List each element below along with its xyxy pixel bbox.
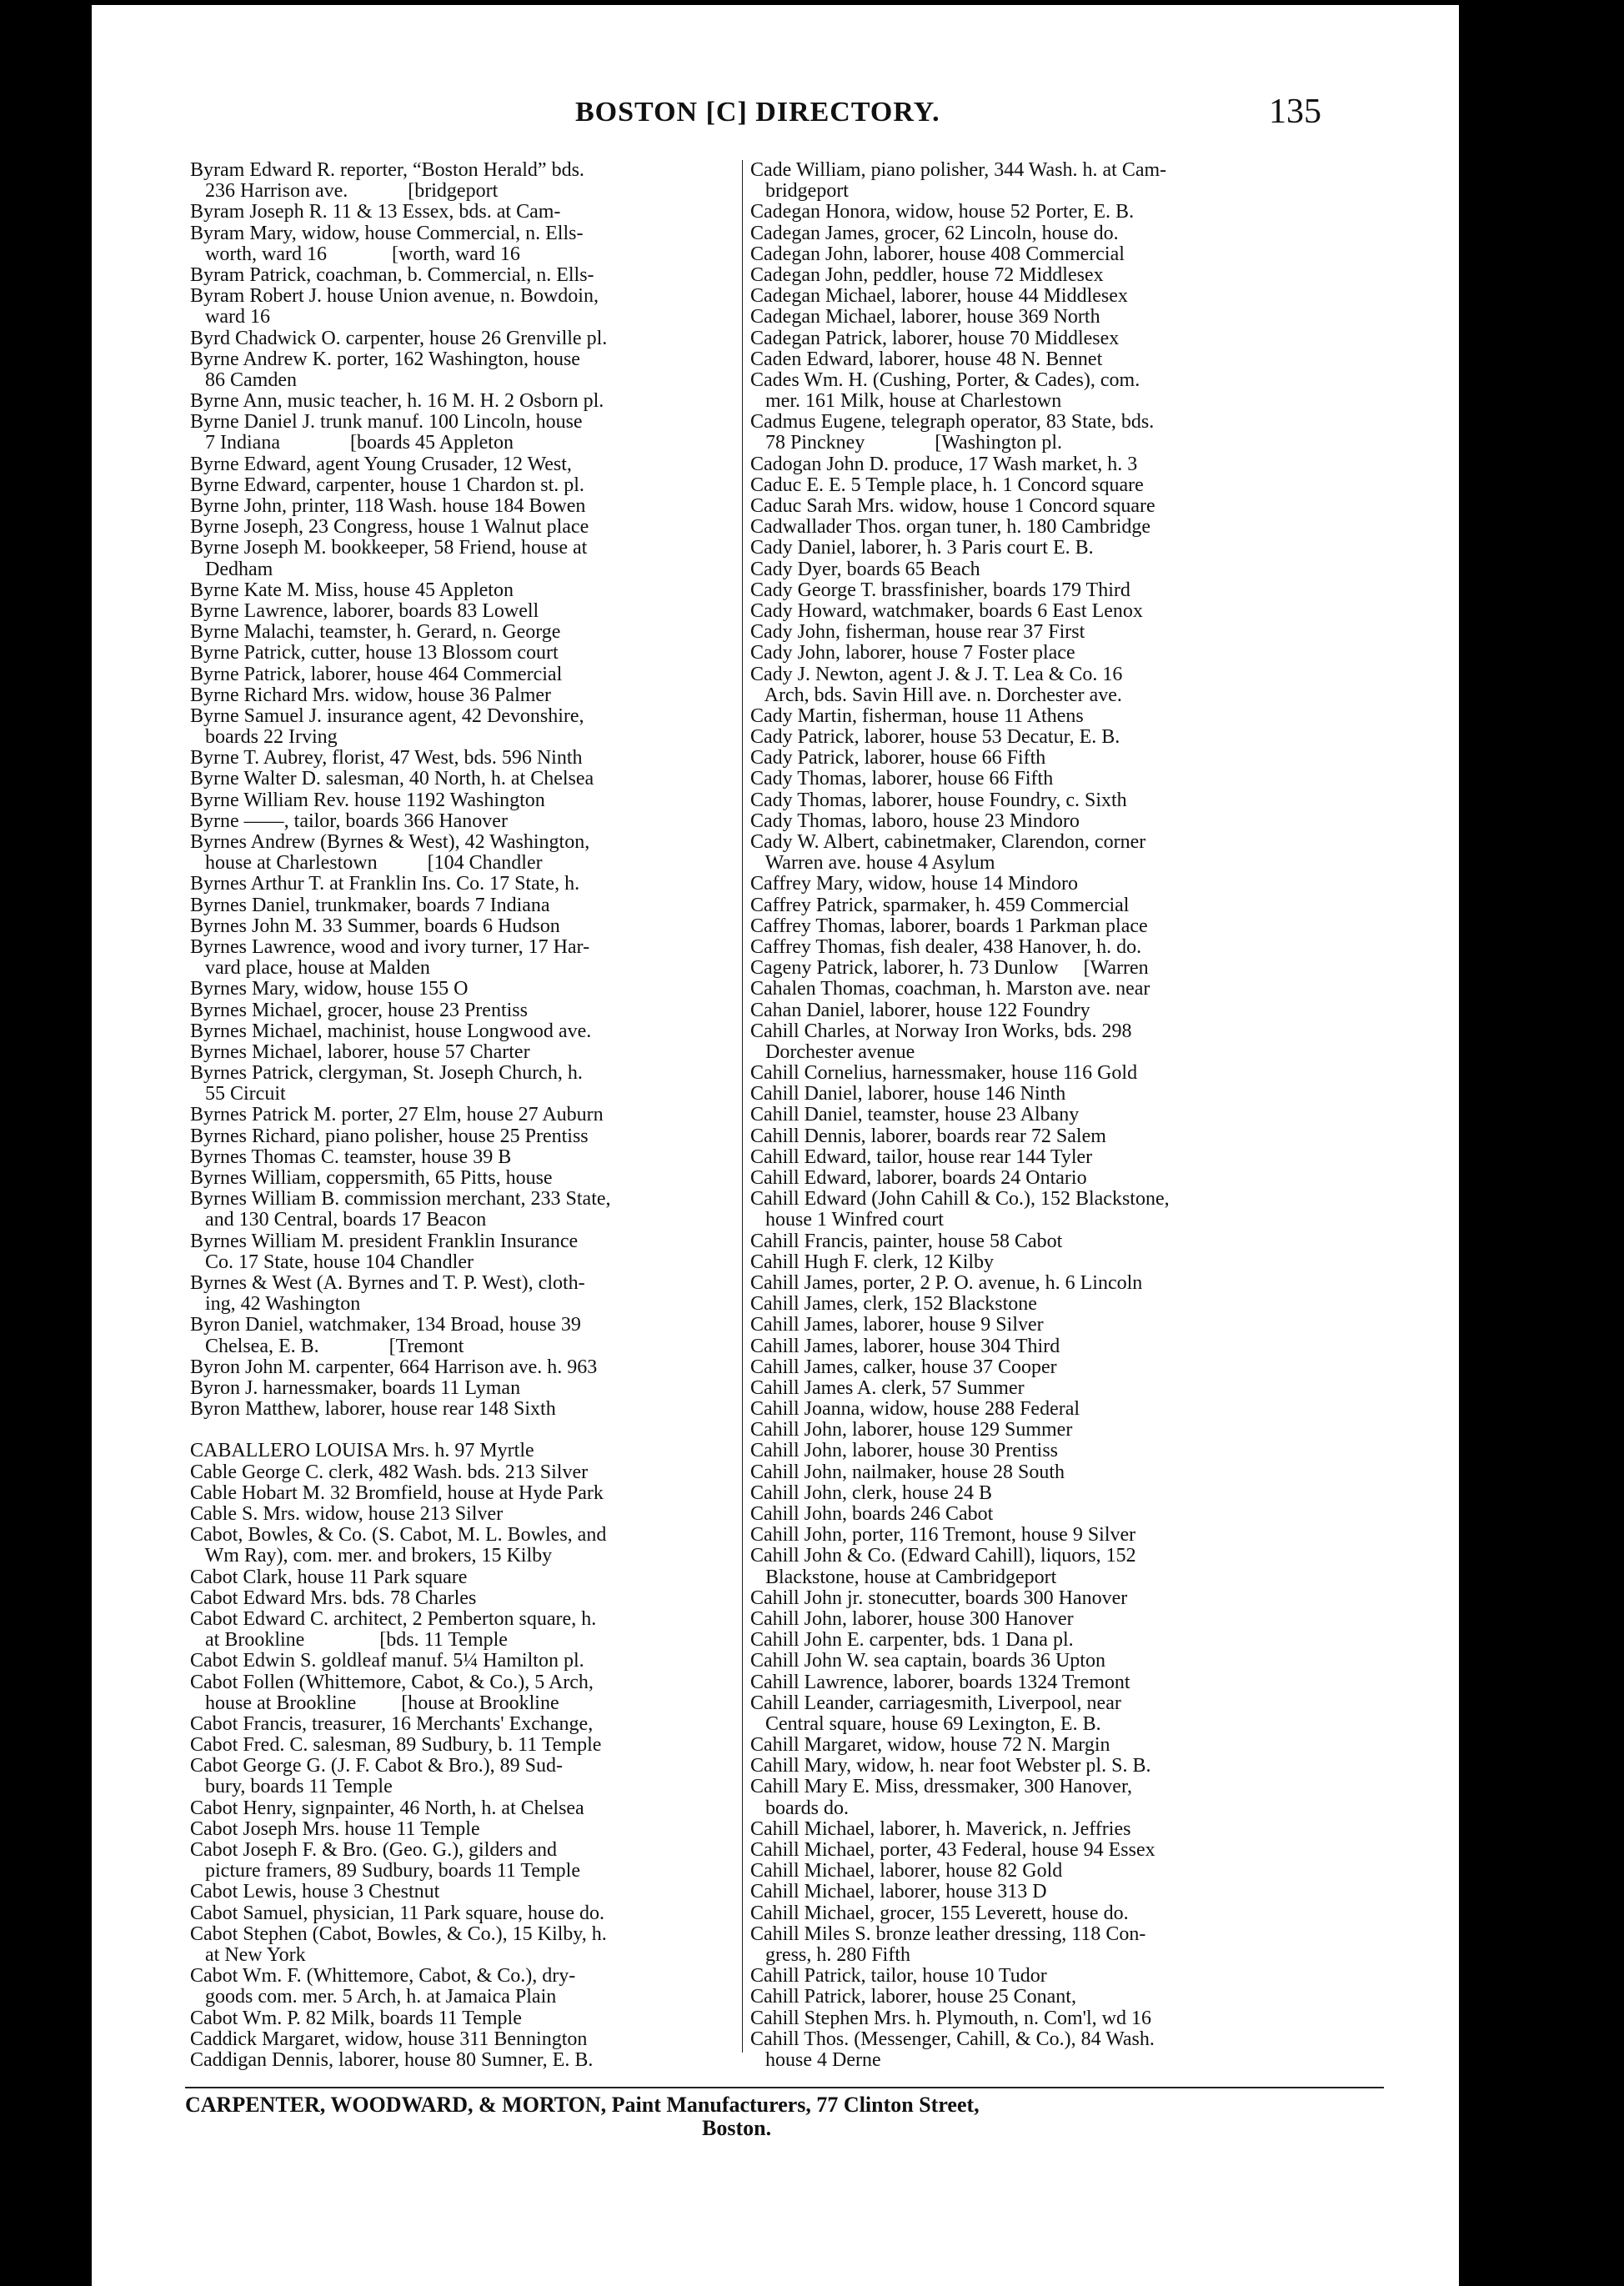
directory-entry-line: Chelsea, E. B. [Tremont xyxy=(190,1335,464,1357)
directory-entry-line: 236 Harrison ave. [bridgeport xyxy=(190,180,499,203)
footer-rule xyxy=(185,2087,1384,2088)
directory-entry-line: Byrnes Michael, machinist, house Longwood ave. xyxy=(190,1020,592,1042)
directory-entry-line: Byrnes Andrew (Byrnes & West), 42 Washington, xyxy=(190,831,590,853)
directory-entry-line: Cahill Margaret, widow, house 72 N. Margin xyxy=(750,1734,1110,1757)
directory-entry-line: Byrnes Michael, grocer, house 23 Prentiss xyxy=(190,999,528,1021)
directory-entry-line xyxy=(190,1420,765,1441)
directory-entry-line: Cahill Michael, laborer, house 313 D xyxy=(750,1881,1047,1903)
column-divider xyxy=(742,160,743,2053)
directory-entry-line: Cadwallader Thos. organ tuner, h. 180 Cambridge xyxy=(750,516,1151,539)
directory-entry-line: Byram Patrick, coachman, b. Commercial, n. Ells- xyxy=(190,263,594,286)
directory-entry-line: Byrne Lawrence, laborer, boards 83 Lowell xyxy=(190,599,539,622)
directory-entry-line: worth, ward 16 [worth, ward 16 xyxy=(190,243,520,265)
directory-entry-line: goods com. mer. 5 Arch, h. at Jamaica Plain xyxy=(190,1986,557,2008)
directory-entry-line: Cadegan Michael, laborer, house 369 North xyxy=(750,306,1100,328)
directory-entry-line: Byrnes Lawrence, wood and ivory turner, 17 Har- xyxy=(190,935,590,958)
directory-entry-line: Caddigan Dennis, laborer, house 80 Sumner, E. B. xyxy=(190,2048,594,2071)
directory-entry-line: Byron Daniel, watchmaker, 134 Broad, house 39 xyxy=(190,1314,581,1336)
directory-entry-line: Cadmus Eugene, telegraph operator, 83 State, bds. xyxy=(750,411,1155,434)
directory-entry-line: Byrne Joseph, 23 Congress, house 1 Walnut place xyxy=(190,516,589,539)
directory-entry-line: Cahill Patrick, laborer, house 25 Conant, xyxy=(750,1986,1076,2008)
directory-entry-line: Cabot Fred. C. salesman, 89 Sudbury, b. 11 Temple xyxy=(190,1734,602,1757)
directory-entry-line: Byrne Patrick, laborer, house 464 Commercial xyxy=(190,663,563,685)
directory-entry-line: Cady Howard, watchmaker, boards 6 East Lenox xyxy=(750,599,1143,622)
directory-entry-line: Cable S. Mrs. widow, house 213 Silver xyxy=(190,1503,504,1525)
directory-entry-line: Cahill James A. clerk, 57 Summer xyxy=(750,1376,1025,1399)
directory-entry-line: house at Charlestown [104 Chandler xyxy=(190,852,543,875)
directory-entry-line: Byrnes William M. president Franklin Insurance xyxy=(190,1230,579,1252)
directory-entry-line: gress, h. 280 Fifth xyxy=(750,1943,910,1966)
directory-entry-line: Caffrey Thomas, fish dealer, 438 Hanover, h. do. xyxy=(750,935,1142,958)
directory-entry-line: Cabot Henry, signpainter, 46 North, h. at Chelsea xyxy=(190,1797,584,1819)
directory-entry-line: house 1 Winfred court xyxy=(750,1209,944,1231)
directory-entry-line: Cady Martin, fisherman, house 11 Athens xyxy=(750,704,1084,727)
directory-entry-line: Wm Ray), com. mer. and brokers, 15 Kilby xyxy=(190,1545,553,1567)
directory-entry-line: Cahill Michael, laborer, house 82 Gold xyxy=(750,1860,1063,1882)
directory-entry-line: Cahill James, laborer, house 304 Third xyxy=(750,1335,1060,1357)
directory-entry-line: Cadogan John D. produce, 17 Wash market, h. 3 xyxy=(750,453,1138,475)
directory-entry-line: Cady Thomas, laborer, house Foundry, c. Sixth xyxy=(750,789,1127,811)
directory-entry-line: Cabot Edward C. architect, 2 Pemberton square, h. xyxy=(190,1607,597,1630)
directory-entry-line: Cabot George G. (J. F. Cabot & Bro.), 89 Sud- xyxy=(190,1755,563,1777)
directory-entry-line: Cahill James, porter, 2 P. O. avenue, h. 6 Lincoln xyxy=(750,1271,1143,1294)
directory-entry-line: Caffrey Thomas, laborer, boards 1 Parkman place xyxy=(750,915,1148,937)
directory-entry-line: Cahill John & Co. (Edward Cahill), liquors, 152 xyxy=(750,1545,1136,1567)
directory-entry-line: Byron Matthew, laborer, house rear 148 Sixth xyxy=(190,1398,556,1421)
directory-entry-line: Cahill James, calker, house 37 Cooper xyxy=(750,1356,1057,1378)
right-column xyxy=(750,160,1326,2071)
directory-entry-line: Byram Joseph R. 11 & 13 Essex, bds. at Cam- xyxy=(190,201,561,223)
directory-entry-line: Cady Dyer, boards 65 Beach xyxy=(750,558,980,580)
directory-entry-line: Cabot Wm. P. 82 Milk, boards 11 Temple xyxy=(190,2007,522,2029)
directory-entry-line: Cades Wm. H. (Cushing, Porter, & Cades), com. xyxy=(750,368,1140,391)
directory-entry-line: boards do. xyxy=(750,1797,849,1819)
directory-entry-line: Cabot Samuel, physician, 11 Park square, house do. xyxy=(190,1902,605,1924)
directory-entry-line: Cady Daniel, laborer, h. 3 Paris court E. B. xyxy=(750,537,1094,559)
directory-entry-line: Cahill John, boards 246 Cabot xyxy=(750,1503,994,1525)
directory-entry-line: Byrne Edward, carpenter, house 1 Chardon st. pl. xyxy=(190,474,584,496)
directory-entry-line: Cady Patrick, laborer, house 53 Decatur, E. B. xyxy=(750,726,1120,749)
directory-entry-line: and 130 Central, boards 17 Beacon xyxy=(190,1209,487,1231)
directory-entry-line: Dorchester avenue xyxy=(750,1040,915,1063)
directory-entry-line: Byrnes & West (A. Byrnes and T. P. West), cloth- xyxy=(190,1271,585,1294)
directory-entry-line: Cahill John, clerk, house 24 B xyxy=(750,1481,992,1504)
directory-entry-line: Cadegan Patrick, laborer, house 70 Middlesex xyxy=(750,327,1120,349)
directory-entry-line: Cahill John, porter, 116 Tremont, house 9 Silver xyxy=(750,1524,1136,1547)
directory-entry-line: Byrnes William, coppersmith, 65 Pitts, house xyxy=(190,1167,553,1189)
directory-entry-line: Byrne Patrick, cutter, house 13 Blossom court xyxy=(190,642,559,664)
directory-entry-line: mer. 161 Milk, house at Charlestown xyxy=(750,390,1062,413)
directory-entry-line: Byrne William Rev. house 1192 Washington xyxy=(190,789,545,811)
directory-entry-line: Cahill James, laborer, house 9 Silver xyxy=(750,1314,1044,1336)
directory-entry-line: Byrd Chadwick O. carpenter, house 26 Grenville pl. xyxy=(190,327,608,349)
directory-entry-line: Cahill John W. sea captain, boards 36 Upton xyxy=(750,1650,1105,1672)
directory-entry-line: Cahill Lawrence, laborer, boards 1324 Tremont xyxy=(750,1671,1130,1693)
directory-entry-line: Byrne Andrew K. porter, 162 Washington, house xyxy=(190,348,580,370)
directory-entry-line: Cahill Stephen Mrs. h. Plymouth, n. Com'l, wd 16 xyxy=(750,2007,1152,2029)
directory-entry-line: Byrnes John M. 33 Summer, boards 6 Hudson xyxy=(190,915,560,937)
directory-entry-line: Cadegan John, laborer, house 408 Commercial xyxy=(750,243,1125,265)
directory-entry-line: Byrne Samuel J. insurance agent, 42 Devonshire, xyxy=(190,704,584,727)
directory-entry-line: Blackstone, house at Cambridgeport xyxy=(750,1566,1057,1588)
directory-entry-line: Cabot Edward Mrs. bds. 78 Charles xyxy=(190,1587,477,1609)
directory-entry-line: at Brookline [bds. 11 Temple xyxy=(190,1629,508,1652)
directory-entry-line: Cabot Stephen (Cabot, Bowles, & Co.), 15 Kilby, h. xyxy=(190,1923,607,1945)
directory-entry-line: Byrnes Michael, laborer, house 57 Charter xyxy=(190,1040,530,1063)
directory-entry-line: Cahill John, nailmaker, house 28 South xyxy=(750,1461,1065,1483)
directory-entry-line: Byram Mary, widow, house Commercial, n. Ells- xyxy=(190,222,584,244)
directory-entry-line: Cahill Hugh F. clerk, 12 Kilby xyxy=(750,1251,995,1273)
directory-entry-line: 86 Camden xyxy=(190,368,297,391)
directory-entry-line: Cahalen Thomas, coachman, h. Marston ave. near xyxy=(750,978,1150,1000)
directory-entry-line: Cageny Patrick, laborer, h. 73 Dunlow [Warren xyxy=(750,957,1149,980)
directory-entry-line: Cady Thomas, laborer, house 66 Fifth xyxy=(750,768,1054,790)
directory-entry-line: Cabot Lewis, house 3 Chestnut xyxy=(190,1881,440,1903)
directory-entry-line: Cahill John jr. stonecutter, boards 300 Hanover xyxy=(750,1587,1128,1609)
directory-entry-line: Byrne Malachi, teamster, h. Gerard, n. George xyxy=(190,621,561,644)
directory-entry-line: Cahill Francis, painter, house 58 Cabot xyxy=(750,1230,1063,1252)
directory-page xyxy=(92,5,1459,2286)
directory-entry-line: Cahill Cornelius, harnessmaker, house 116 Gold xyxy=(750,1062,1138,1085)
directory-entry-line: Cahill John, laborer, house 30 Prentiss xyxy=(750,1440,1058,1462)
directory-entry-line: Cahill Mary E. Miss, dressmaker, 300 Hanover, xyxy=(750,1776,1132,1798)
directory-entry-line: Cadegan Honora, widow, house 52 Porter, E. B. xyxy=(750,201,1135,223)
directory-entry-line: Cadegan John, peddler, house 72 Middlesex xyxy=(750,263,1104,286)
directory-entry-line: Cahill Edward, laborer, boards 24 Ontario xyxy=(750,1167,1087,1189)
directory-entry-line: Cahill Miles S. bronze leather dressing, 118 Con- xyxy=(750,1923,1146,1945)
directory-entry-line: Cahill Michael, porter, 43 Federal, house 94 Essex xyxy=(750,1839,1155,1861)
directory-entry-line: Caffrey Mary, widow, house 14 Mindoro xyxy=(750,873,1079,895)
directory-entry-line: Cady J. Newton, agent J. & J. T. Lea & Co. 16 xyxy=(750,663,1123,685)
directory-entry-line: Byrnes Patrick, clergyman, St. Joseph Church, h. xyxy=(190,1062,583,1085)
directory-entry-line: Byrnes Daniel, trunkmaker, boards 7 Indiana xyxy=(190,894,550,916)
directory-entry-line: Byrnes Arthur T. at Franklin Ins. Co. 17 State, h. xyxy=(190,873,580,895)
directory-entry-line: CABALLERO LOUISA Mrs. h. 97 Myrtle xyxy=(190,1440,534,1462)
directory-entry-line: vard place, house at Malden xyxy=(190,957,430,980)
running-title: BOSTON [C] DIRECTORY. xyxy=(575,97,940,128)
directory-entry-line: Arch, bds. Savin Hill ave. n. Dorchester ave. xyxy=(750,684,1122,706)
left-column xyxy=(190,160,765,2071)
directory-entry-line: bury, boards 11 Temple xyxy=(190,1776,393,1798)
directory-entry-line: Byrnes Thomas C. teamster, house 39 B xyxy=(190,1146,512,1168)
directory-entry-line: Byrne Walter D. salesman, 40 North, h. at Chelsea xyxy=(190,768,594,790)
directory-entry-line: Cahill Daniel, laborer, house 146 Ninth xyxy=(750,1083,1066,1105)
directory-entry-line: Cahill Patrick, tailor, house 10 Tudor xyxy=(750,1965,1047,1988)
directory-entry-line: Cahill Leander, carriagesmith, Liverpool, near xyxy=(750,1692,1121,1714)
directory-entry-line: Cabot Wm. F. (Whittemore, Cabot, & Co.), dry- xyxy=(190,1965,576,1988)
directory-entry-line: boards 22 Irving xyxy=(190,726,338,749)
directory-entry-line: Cahill John, laborer, house 129 Summer xyxy=(750,1419,1073,1441)
directory-entry-line: 7 Indiana [boards 45 Appleton xyxy=(190,432,514,454)
directory-entry-line: 55 Circuit xyxy=(190,1083,286,1105)
directory-entry-line: Central square, house 69 Lexington, E. B. xyxy=(750,1712,1101,1735)
directory-entry-line: Cady Thomas, laboro, house 23 Mindoro xyxy=(750,810,1080,832)
directory-entry-line: Byron John M. carpenter, 664 Harrison ave. h. 963 xyxy=(190,1356,598,1378)
directory-entry-line: Caduc Sarah Mrs. widow, house 1 Concord square xyxy=(750,495,1155,517)
directory-entry-line: Warren ave. house 4 Asylum xyxy=(750,852,995,875)
directory-entry-line: Cabot Follen (Whittemore, Cabot, & Co.), 5 Arch, xyxy=(190,1671,594,1693)
footer-line-2: Boston. xyxy=(702,2116,772,2140)
directory-entry-line: Co. 17 State, house 104 Chandler xyxy=(190,1251,474,1273)
directory-entry-line: Cady Patrick, laborer, house 66 Fifth xyxy=(750,747,1046,770)
directory-entry-line: Byrne ——, tailor, boards 366 Hanover xyxy=(190,810,508,832)
directory-entry-line: ward 16 xyxy=(190,306,270,328)
directory-entry-line: Cahill John, laborer, house 300 Hanover xyxy=(750,1607,1074,1630)
directory-entry-line: picture framers, 89 Sudbury, boards 11 Temple xyxy=(190,1860,580,1882)
directory-entry-line: Cahill Edward (John Cahill & Co.), 152 Blackstone, xyxy=(750,1188,1170,1211)
directory-entry-line: Cahill Thos. (Messenger, Cahill, & Co.), 84 Wash. xyxy=(750,2028,1155,2050)
directory-entry-line: Cahan Daniel, laborer, house 122 Foundry xyxy=(750,999,1090,1021)
directory-entry-line: bridgeport xyxy=(750,180,849,203)
directory-entry-line: Cahill Edward, tailor, house rear 144 Tyler xyxy=(750,1146,1093,1168)
directory-entry-line: Cahill Michael, laborer, h. Maverick, n. Jeffries xyxy=(750,1817,1131,1840)
directory-entry-line: Cadegan Michael, laborer, house 44 Middlesex xyxy=(750,285,1128,308)
directory-entry-line: Byram Edward R. reporter, “Boston Herald” bds. xyxy=(190,159,584,181)
directory-entry-line: Byrne Daniel J. trunk manuf. 100 Lincoln, house xyxy=(190,411,583,434)
directory-entry-line: Byrne Kate M. Miss, house 45 Appleton xyxy=(190,579,514,601)
directory-entry-line: Cahill Dennis, laborer, boards rear 72 Salem xyxy=(750,1125,1106,1147)
directory-entry-line: Cahill Joanna, widow, house 288 Federal xyxy=(750,1398,1080,1421)
directory-entry-line: Byrne Ann, music teacher, h. 16 M. H. 2 Osborn pl. xyxy=(190,390,604,413)
directory-entry-line: Cady W. Albert, cabinetmaker, Clarendon, corner xyxy=(750,831,1146,853)
directory-entry-line: house 4 Derne xyxy=(750,2048,881,2071)
directory-entry-line: Caduc E. E. 5 Temple place, h. 1 Concord square xyxy=(750,474,1144,496)
directory-entry-line: Byrnes Patrick M. porter, 27 Elm, house 27 Auburn xyxy=(190,1104,604,1126)
directory-entry-line: Byrnes Richard, piano polisher, house 25 Prentiss xyxy=(190,1125,589,1147)
directory-entry-line: Byrne T. Aubrey, florist, 47 West, bds. 596 Ninth xyxy=(190,747,583,770)
directory-entry-line: Cahill James, clerk, 152 Blackstone xyxy=(750,1293,1037,1316)
directory-entry-line: Cadegan James, grocer, 62 Lincoln, house do. xyxy=(750,222,1119,244)
directory-entry-line: Caffrey Patrick, sparmaker, h. 459 Commercial xyxy=(750,894,1130,916)
directory-entry-line: Cable George C. clerk, 482 Wash. bds. 213 Silver xyxy=(190,1461,589,1483)
advertisement-footer xyxy=(185,2093,1384,2140)
directory-entry-line: Byrne Joseph M. bookkeeper, 58 Friend, house at xyxy=(190,537,588,559)
directory-entry-line: at New York xyxy=(190,1943,306,1966)
directory-entry-line: Byrne Richard Mrs. widow, house 36 Palmer xyxy=(190,684,552,706)
directory-entry-line: Cabot, Bowles, & Co. (S. Cabot, M. L. Bowles, and xyxy=(190,1524,607,1547)
directory-entry-line: Cable Hobart M. 32 Bromfield, house at Hyde Park xyxy=(190,1481,604,1504)
directory-entry-line: Cahill John E. carpenter, bds. 1 Dana pl. xyxy=(750,1629,1074,1652)
directory-entry-line: Cahill Mary, widow, h. near foot Webster pl. S. B. xyxy=(750,1755,1151,1777)
directory-entry-line: Cahill Daniel, teamster, house 23 Albany xyxy=(750,1104,1080,1126)
page-header xyxy=(92,88,1459,138)
directory-entry-line: Cady John, fisherman, house rear 37 First xyxy=(750,621,1085,644)
directory-entry-line: Caden Edward, laborer, house 48 N. Bennet xyxy=(750,348,1103,370)
directory-entry-line: Byrnes Mary, widow, house 155 O xyxy=(190,978,469,1000)
directory-entry-line: Byrnes William B. commission merchant, 233 State, xyxy=(190,1188,611,1211)
directory-entry-line: 78 Pinckney [Washington pl. xyxy=(750,432,1063,454)
directory-entry-line: Byron J. harnessmaker, boards 11 Lyman xyxy=(190,1376,521,1399)
directory-entry-line: Cady John, laborer, house 7 Foster place xyxy=(750,642,1075,664)
directory-entry-line: Cabot Francis, treasurer, 16 Merchants' Exchange, xyxy=(190,1712,594,1735)
directory-entry-line: Dedham xyxy=(190,558,273,580)
directory-entry-line: Cahill Charles, at Norway Iron Works, bds. 298 xyxy=(750,1020,1132,1042)
directory-entry-line: Cade William, piano polisher, 344 Wash. h. at Cam- xyxy=(750,159,1167,181)
directory-entry-line: Cabot Edwin S. goldleaf manuf. 5¼ Hamilton pl. xyxy=(190,1650,584,1672)
directory-entry-line: Cabot Clark, house 11 Park square xyxy=(190,1566,468,1588)
directory-entry-line: house at Brookline [house at Brookline xyxy=(190,1692,559,1714)
directory-entry-line: Cady George T. brassfinisher, boards 179 Third xyxy=(750,579,1130,601)
directory-entry-line: Byrne John, printer, 118 Wash. house 184 Bowen xyxy=(190,495,586,517)
directory-entry-line: Byrne Edward, agent Young Crusader, 12 West, xyxy=(190,453,572,475)
directory-entry-line: ing, 42 Washington xyxy=(190,1293,361,1316)
footer-line-1: CARPENTER, WOODWARD, & MORTON, Paint Manufacturers, 77 Clinton Street, xyxy=(185,2093,980,2117)
page-number: 135 xyxy=(1269,93,1321,131)
directory-entry-line: Cabot Joseph Mrs. house 11 Temple xyxy=(190,1817,480,1840)
directory-entry-line: Byram Robert J. house Union avenue, n. Bowdoin, xyxy=(190,285,599,308)
directory-entry-line: Caddick Margaret, widow, house 311 Bennington xyxy=(190,2028,588,2050)
directory-entry-line: Cahill Michael, grocer, 155 Leverett, house do. xyxy=(750,1902,1129,1924)
directory-entry-line: Cabot Joseph F. & Bro. (Geo. G.), gilders and xyxy=(190,1839,558,1861)
